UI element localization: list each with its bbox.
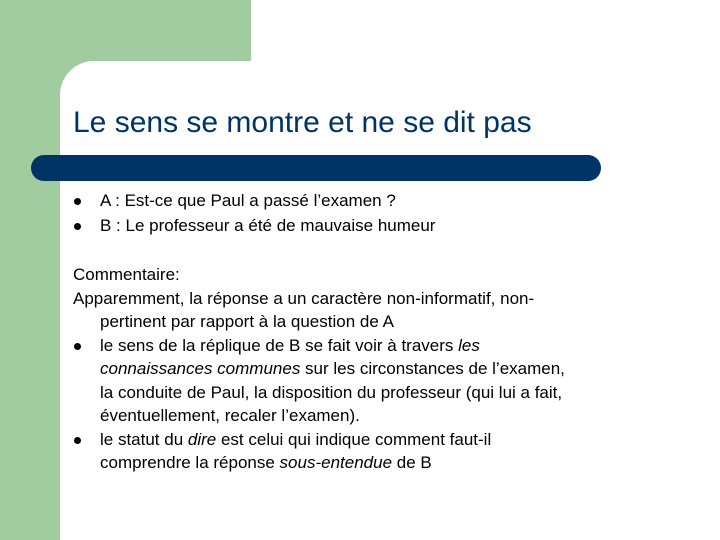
point2-line1	[73, 428, 673, 452]
point2-l2-pre: comprendre la réponse	[100, 453, 280, 472]
point1-text-pre: le sens de la réplique de B se fait voir à travers	[100, 335, 459, 355]
commentary-block	[73, 263, 673, 475]
bullet-icon	[74, 223, 81, 230]
point1-line2	[73, 357, 673, 381]
background-green-strip	[0, 0, 60, 540]
bullet-icon	[74, 437, 81, 444]
commentary-heading: Commentaire:	[73, 265, 180, 284]
point2-emphasis-sous-entendue: sous-entendue	[279, 453, 393, 472]
commentary-intro-line2: pertinent par rapport à la question de A	[100, 312, 394, 331]
slide-title: Le sens se montre et ne se dit pas	[73, 106, 532, 139]
point1-emphasis-les: les	[458, 335, 480, 355]
bullet-icon	[74, 343, 81, 350]
point2-emphasis-dire: dire	[187, 429, 217, 449]
commentary-point-2	[73, 428, 673, 475]
point1-text-post: sur les circonstances de l’examen,	[300, 359, 565, 378]
point2-l2-post: de B	[392, 453, 432, 472]
dialogue-item-b	[73, 213, 435, 238]
dialogue-item-a	[73, 188, 435, 213]
dialogue-list	[73, 188, 435, 238]
point2-line2	[73, 451, 673, 475]
point2-text-pre: le statut du	[100, 429, 188, 449]
title-underline-bar	[31, 155, 601, 181]
point1-emphasis-connaissances: connaissances communes	[100, 359, 301, 378]
dialogue-text-a: A : Est-ce que Paul a passé l’examen ?	[100, 191, 396, 210]
point1-line1	[73, 334, 673, 358]
bullet-icon	[74, 198, 81, 205]
commentary-point-1	[73, 334, 673, 428]
point2-text-post: est celui qui indique comment faut-il	[216, 429, 492, 449]
commentary-intro-line1: Apparemment, la réponse a un caractère non-informatif, non-	[73, 288, 535, 308]
point1-line3: la conduite de Paul, la disposition du professeur (qui lui a fait,	[100, 382, 563, 402]
point1-line4: éventuellement, recaler l’examen).	[100, 406, 360, 425]
dialogue-text-b: B : Le professeur a été de mauvaise humeur	[100, 216, 436, 235]
